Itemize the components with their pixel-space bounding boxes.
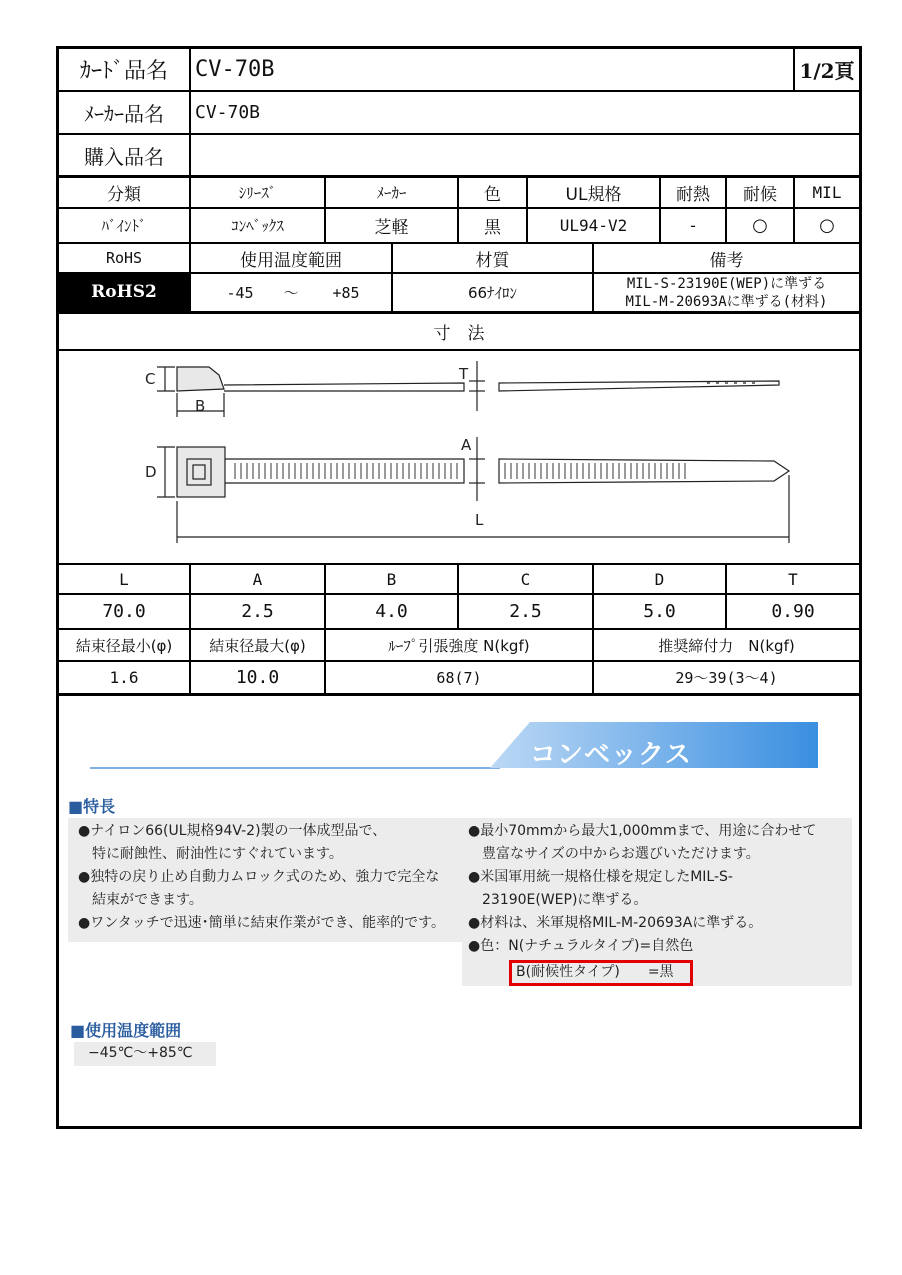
bundle-min-label: 結束径最小(φ)	[75, 636, 173, 655]
spec-header-maker: ﾒｰｶｰ	[376, 184, 407, 202]
remarks-line-2: MIL-M-20693Aに準ずる(材料)	[625, 294, 828, 310]
bundle-min-value: 1.6	[109, 668, 139, 687]
color-b-line: B(耐候性タイプ) =黒	[516, 964, 674, 980]
dim-value-d: 5.0	[643, 601, 676, 622]
spec-header-series: ｼﾘｰｽﾞ	[238, 184, 277, 202]
material-label: 材質	[475, 250, 510, 271]
features-right	[468, 820, 816, 958]
dim-label-l: L	[475, 511, 484, 529]
tightening-force-value: 29～39(3～4)	[675, 669, 778, 687]
side-view-strap	[224, 383, 464, 391]
feature-line: ●ナイロン66(UL規格94V-2)製の一体成型品で、	[78, 823, 387, 839]
side-view-head	[177, 367, 224, 391]
dim-label-a: A	[461, 436, 472, 454]
dim-value-t: 0.90	[771, 601, 815, 622]
feature-line: 結束ができます。	[78, 892, 203, 908]
dim-value-b: 4.0	[375, 601, 408, 622]
bundle-max-value: 10.0	[235, 667, 280, 688]
cable-tie-drawing	[59, 351, 859, 563]
spec-header-category: 分類	[107, 185, 141, 205]
page-number: 1/2頁	[799, 59, 855, 83]
dim-value-a: 2.5	[241, 601, 274, 622]
dim-value-l: 70.0	[102, 601, 146, 622]
dim-header-t: T	[788, 569, 798, 589]
dim-header-b: B	[386, 569, 397, 589]
material-value: 66ﾅｲﾛﾝ	[467, 284, 518, 302]
temp-max: +85	[332, 283, 360, 302]
catalog-excerpt	[60, 700, 858, 1060]
spec-value-maker: 芝軽	[374, 218, 409, 238]
rohs-value: RoHS2	[59, 272, 189, 311]
feature-line: ●材料は、米軍規格MIL-M-20693Aに準ずる。	[468, 915, 763, 931]
bundle-max-label: 結束径最大(φ)	[209, 636, 306, 655]
rohs-label: RoHS	[105, 249, 143, 267]
card-name-label: ｶｰﾄﾞ品名	[79, 59, 168, 84]
catalog-banner-graphic	[60, 716, 858, 772]
top-view-tail	[499, 459, 789, 483]
dim-header-d: D	[654, 569, 665, 589]
purchase-name-value	[191, 135, 859, 175]
spec-header-ul: UL規格	[565, 185, 622, 205]
remarks-label: 備考	[709, 250, 744, 271]
dim-header-l: L	[119, 569, 129, 589]
spec-value-ul: UL94-V2	[559, 216, 628, 235]
spec-header-weather: 耐候	[743, 185, 777, 205]
spec-value-mil: ○	[819, 215, 835, 236]
divider	[56, 693, 862, 696]
top-view-head	[177, 447, 225, 497]
tensile-strength-label: ﾙｰﾌﾟ引張強度 N(kgf)	[388, 636, 530, 655]
spec-value-category: ﾊﾞｲﾝﾄﾞ	[101, 217, 147, 235]
maker-name-value: CV-70B	[195, 102, 261, 123]
temp-min: -45	[226, 283, 254, 302]
temp-range-title: ■使用温度範囲	[70, 1021, 182, 1040]
tensile-strength-value: 68(7)	[436, 668, 482, 687]
dim-header-a: A	[252, 569, 263, 589]
maker-name-label: ﾒｰｶｰ品名	[84, 102, 164, 126]
feature-line: 豊富なサイズの中からお選びいただけます。	[468, 846, 760, 862]
features-title: ■特長	[68, 797, 116, 816]
spec-header-mil: MIL	[812, 183, 842, 202]
feature-line: ●ワンタッチで迅速･簡単に結束作業ができ、能率的です。	[78, 915, 445, 931]
dim-header-c: C	[520, 569, 531, 589]
features-left	[78, 820, 445, 935]
feature-line: 23190E(WEP)に準ずる。	[468, 892, 648, 908]
card-name-value: CV-70B	[195, 57, 275, 82]
top-view-strap	[225, 459, 464, 483]
temp-separator: ～	[283, 284, 299, 302]
dim-label-b: B	[195, 397, 206, 415]
dim-label-c: C	[145, 370, 156, 388]
feature-line: 特に耐蝕性、耐油性にすぐれています。	[78, 846, 343, 862]
spec-value-heat: -	[690, 216, 696, 235]
catalog-banner-title: コンベックス	[530, 740, 692, 770]
spec-header-color: 色	[484, 185, 501, 205]
feature-line: ●独特の戻り止め自動力ムロック式のため、強力で完全な	[78, 869, 440, 885]
temp-range-label: 使用温度範囲	[240, 250, 342, 271]
dim-label-d: D	[145, 463, 157, 481]
feature-line: ●色：N(ナチュラルタイプ)=自然色	[468, 938, 694, 954]
feature-line: ●米国軍用統一規格仕様を規定したMIL-S-	[468, 869, 733, 885]
dimensions-title: 寸 法	[433, 324, 485, 344]
remarks-line-1: MIL-S-23190E(WEP)に準ずる	[626, 276, 827, 292]
spec-value-color: 黒	[484, 218, 501, 238]
purchase-name-label: 購入品名	[84, 144, 164, 169]
spec-value-series: ｺﾝﾍﾞｯｸｽ	[231, 217, 284, 235]
feature-line: ●最小70mmから最大1,000mmまで、用途に合わせて	[468, 823, 817, 839]
dim-value-c: 2.5	[509, 601, 542, 622]
tightening-force-label: 推奨締付力 N(kgf)	[658, 636, 795, 655]
spec-header-heat: 耐熱	[676, 185, 710, 205]
spec-value-weather: ○	[752, 215, 768, 236]
dim-label-t: T	[459, 365, 469, 383]
temp-range-value: −45℃〜+85℃	[88, 1045, 193, 1061]
